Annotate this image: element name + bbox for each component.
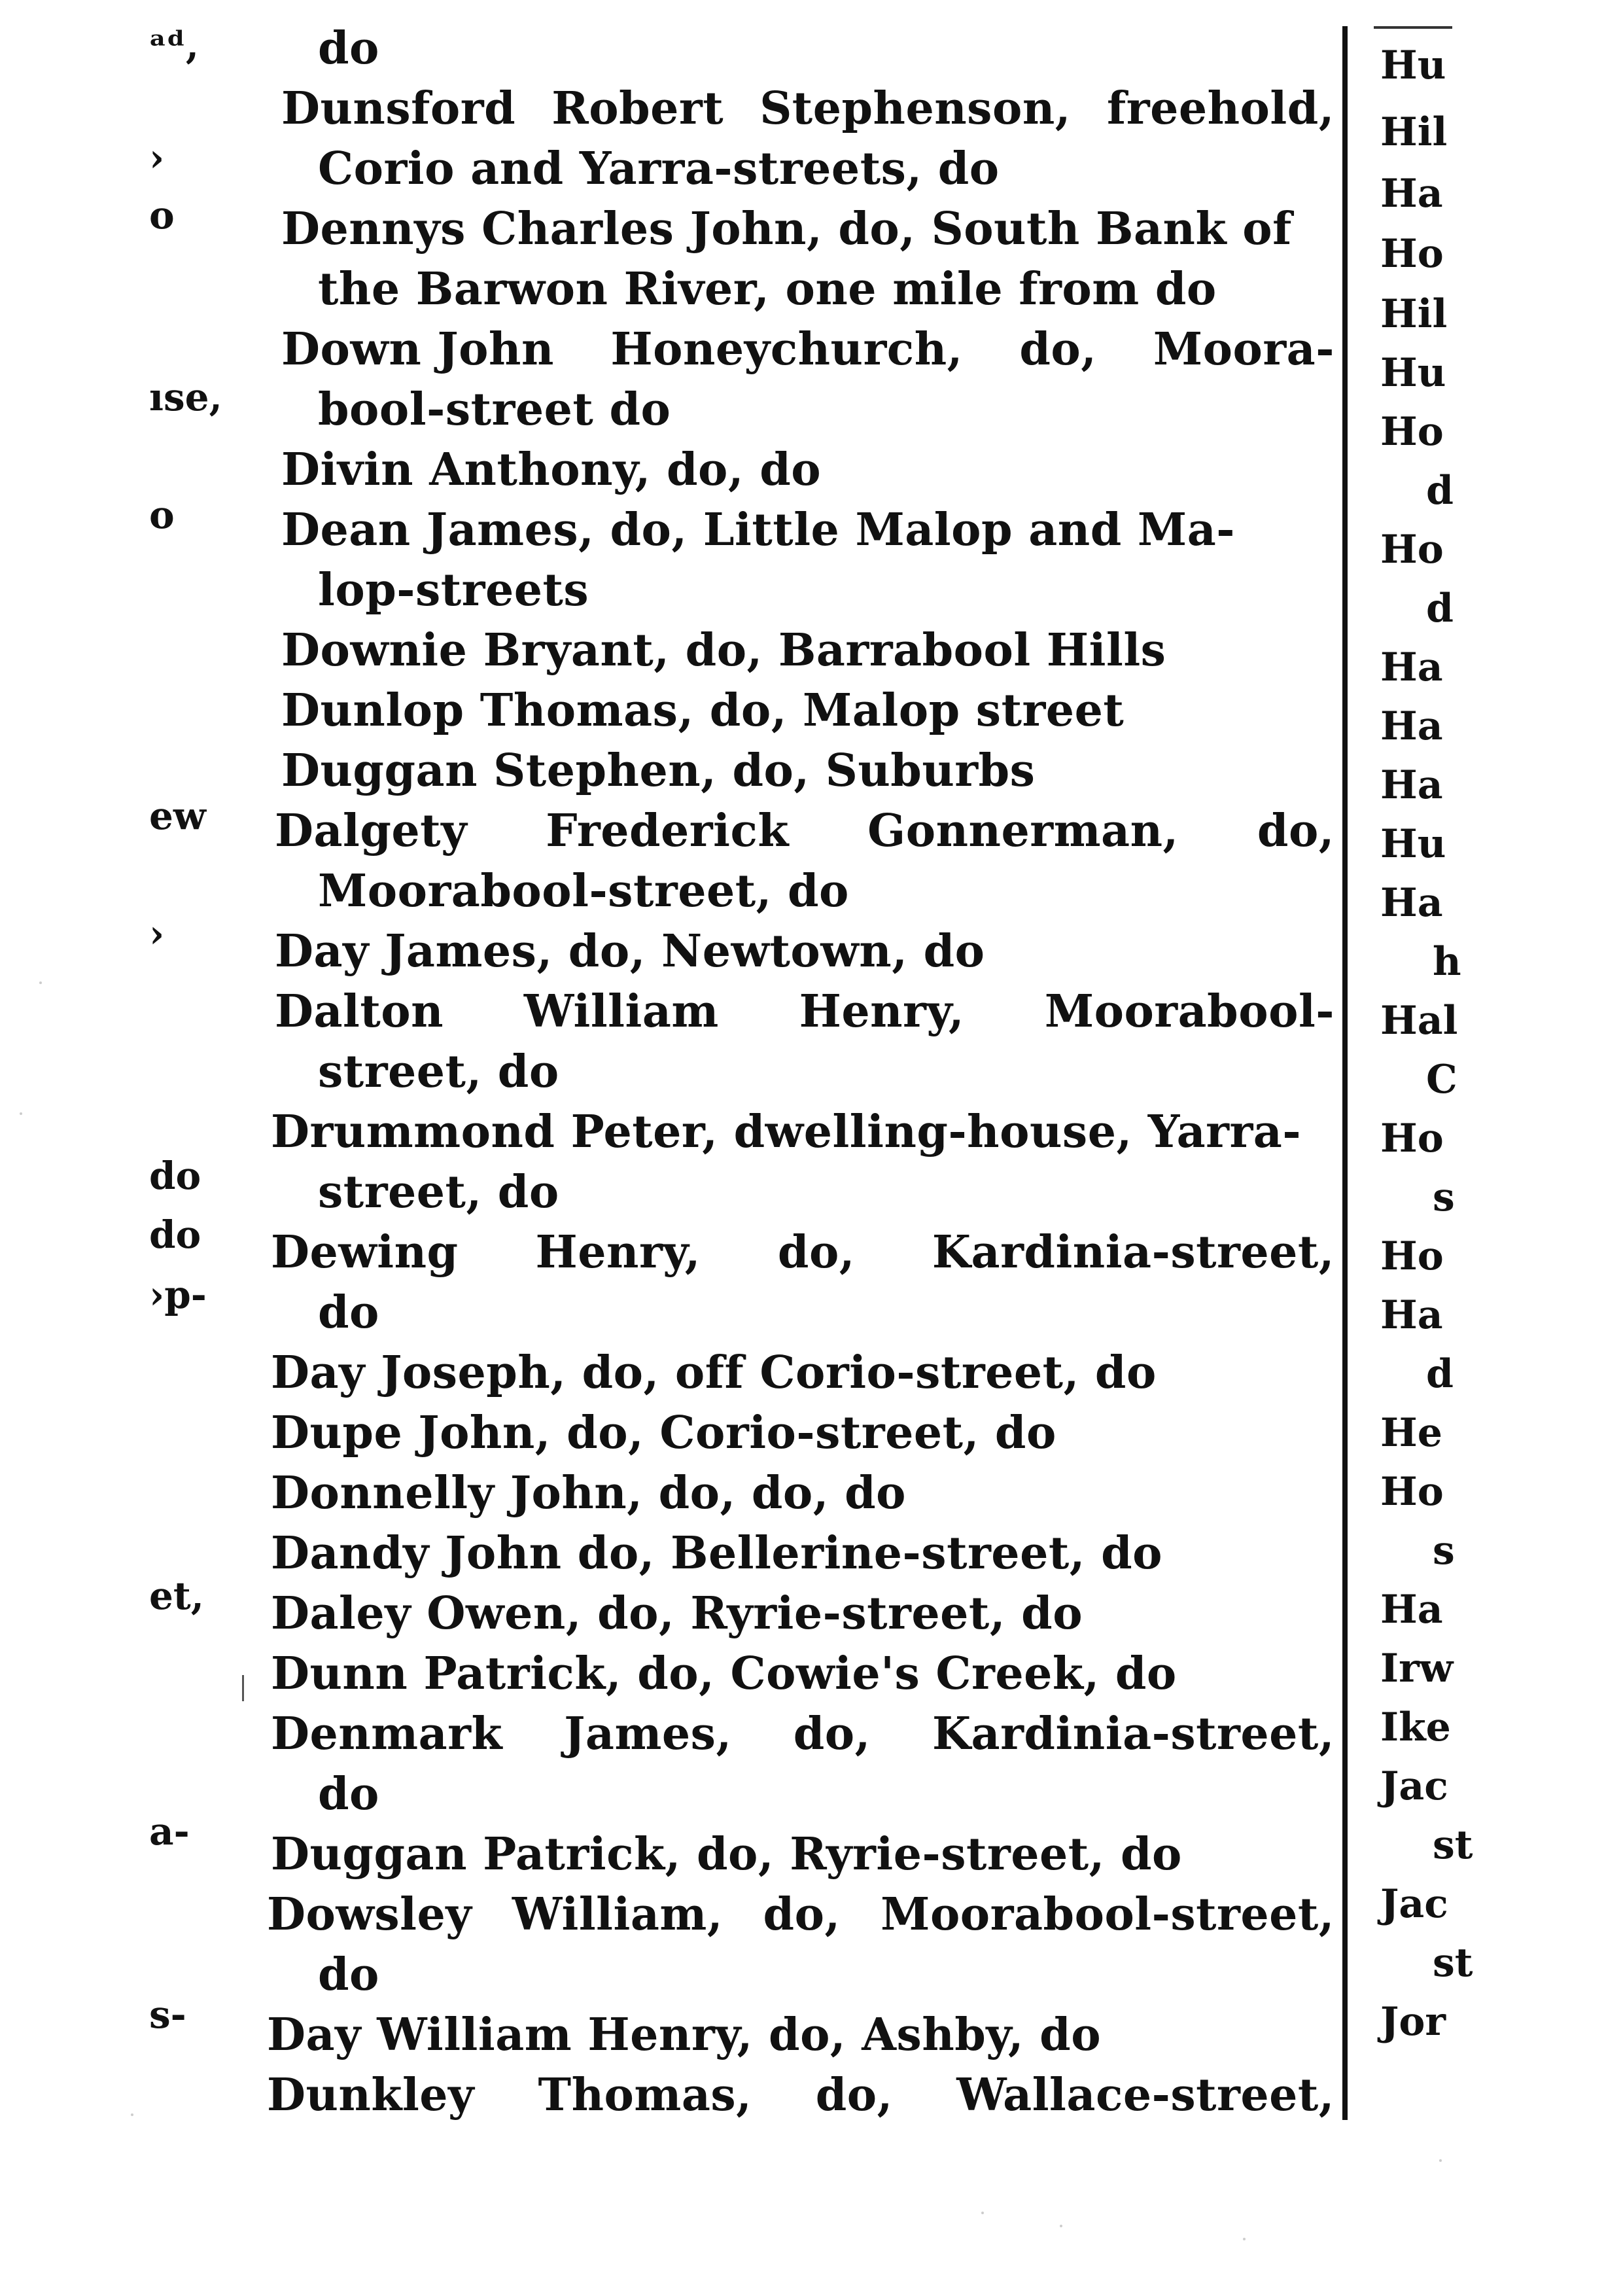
directory-line [262,1884,1335,1945]
right-fragment: He [1380,1410,1442,1456]
left-fragment: a- [149,1809,190,1854]
left-fragment: › [149,911,165,956]
right-fragment: C [1426,1057,1457,1103]
directory-line: Dennys Charles John, do, South Bank of [281,203,1292,255]
right-fragment: Hu [1380,821,1446,867]
directory-line: do [318,1768,379,1820]
word: Down John [281,323,554,376]
right-fragment: Ho [1380,231,1444,277]
directory-line [262,1704,1335,1764]
right-fragment: Ho [1380,527,1444,573]
directory-line: Day William Henry, do, Ashby, do [267,2009,1102,2061]
right-fragment: Hu [1380,43,1446,88]
directory-line: do [318,1949,379,2001]
word: Wallace-street, [956,2069,1335,2121]
word: Dewing [271,1226,459,1279]
right-fragment: Ha [1380,645,1443,690]
right-fragment: Ike [1380,1704,1451,1750]
word: do, [793,1708,871,1760]
left-fragment: ›p- [149,1273,207,1317]
word: Kardinia-street, [932,1226,1335,1279]
right-column-fragments [1374,26,1473,2120]
directory-line: Dupe John, do, Corio-street, do [271,1407,1056,1459]
right-fragment: Ha [1380,762,1443,808]
word: do, [1019,323,1097,376]
right-fragment: Ha [1380,1292,1443,1338]
word: freehold, [1107,82,1335,135]
right-fragment: Ha [1380,880,1443,926]
right-fragment: Ha [1380,171,1443,217]
right-fragment: Ho [1380,1469,1444,1515]
word: Dalton [275,985,444,1038]
directory-line: do [318,22,379,75]
right-fragment: Irw [1380,1646,1454,1691]
right-fragment: st [1433,1822,1473,1868]
right-fragment: Ho [1380,1116,1444,1161]
word: Dunkley [267,2069,475,2121]
directory-line: Daley Owen, do, Ryrie-street, do [271,1587,1083,1640]
word: Dunsford [281,82,516,135]
directory-line: street, do [318,1046,559,1098]
right-fragment: Jac [1380,1763,1448,1809]
word: Denmark [271,1708,503,1760]
left-fragment: o [149,493,175,537]
left-fragment: s- [149,1992,186,2037]
directory-line: Moorabool-street, do [318,865,849,917]
directory-line: Dunlop Thomas, do, Malop street [281,684,1125,737]
word: Henry, [799,985,965,1038]
right-fragment: s [1433,1174,1455,1220]
directory-line: Duggan Patrick, do, Ryrie-street, do [271,1828,1182,1881]
directory-line [262,801,1335,861]
word: Honeychurch, [610,323,963,376]
right-fragment: d [1426,468,1454,514]
directory-line: Duggan Stephen, do, Suburbs [281,745,1036,797]
scan-mark [242,1675,244,1701]
directory-line: Drummond Peter, dwelling-house, Yarra- [271,1106,1302,1158]
scan-speck [1439,2159,1442,2162]
right-fragment: Jac [1380,1881,1448,1927]
directory-line: Dean James, do, Little Malop and Ma- [281,504,1235,556]
directory-line: lop-streets [318,564,589,616]
word: Frederick [546,805,789,857]
right-fragment: h [1433,939,1461,985]
word: Moorabool- [1044,985,1335,1038]
left-fragment: ıse, [149,375,222,419]
right-fragment: Ho [1380,409,1444,455]
directory-line: Dunn Patrick, do, Cowie's Creek, do [271,1648,1177,1700]
directory-line [262,981,1335,1042]
directory-line: Corio and Yarra-streets, do [318,143,1000,195]
scan-speck [1060,2225,1062,2227]
word: William [523,985,719,1038]
column-rule [1342,26,1348,2120]
directory-line [262,319,1335,380]
right-fragment: d [1426,586,1454,631]
word: Moora- [1153,323,1335,376]
right-fragment: d [1426,1351,1454,1397]
scan-speck [1243,2238,1246,2240]
left-fragment: et, [149,1574,204,1618]
left-fragment: o [149,193,175,238]
left-fragment: do [149,1212,201,1257]
word: Robert [551,82,724,135]
directory-line: Day Joseph, do, off Corio-street, do [271,1347,1157,1399]
right-fragment: Hil [1380,109,1448,155]
directory-line: bool-street do [318,383,671,436]
directory-line [262,1222,1335,1282]
right-fragment: Ha [1380,1587,1443,1633]
word: Thomas, [538,2069,752,2121]
word: Stephenson, [759,82,1071,135]
right-fragment: Hil [1380,291,1448,337]
directory-line [262,2065,1335,2125]
word: Kardinia-street, [932,1708,1335,1760]
right-fragment: Hu [1380,350,1446,396]
left-fragment: › [149,135,165,180]
directory-line [262,79,1335,139]
word: Dowsley [267,1888,472,1941]
scan-speck [39,981,42,984]
left-fragment: ew [149,794,206,838]
right-fragment: Ha [1380,703,1443,749]
word: do, [815,2069,893,2121]
directory-line: the Barwon River, one mile from do [318,263,1217,315]
directory-line: Donnelly John, do, do, do [271,1467,906,1519]
left-fragment: ᵃᵈ, [149,23,200,67]
directory-line: street, do [318,1166,559,1218]
left-fragment: do [149,1154,201,1198]
directory-line: Day James, do, Newtown, do [275,925,985,978]
directory-line: Dandy John do, Bellerine-street, do [271,1527,1162,1580]
directory-line: Divin Anthony, do, do [281,444,822,496]
word: Henry, [535,1226,701,1279]
directory-line: Downie Bryant, do, Barrabool Hills [281,624,1166,677]
word: do, [1257,805,1335,857]
scan-speck [131,2113,133,2116]
scan-speck [20,1112,22,1115]
right-fragment: s [1433,1528,1455,1574]
word: Dalgety [275,805,468,857]
right-fragment: Jor [1380,1999,1446,2045]
word: do, [777,1226,855,1279]
word: James, [564,1708,732,1760]
right-fragment: st [1433,1940,1473,1986]
word: do, [763,1888,841,1941]
right-fragment: Hal [1380,998,1458,1044]
right-fragment: Ho [1380,1233,1444,1279]
word: Moorabool-street, [881,1888,1335,1941]
word: William, [512,1888,723,1941]
word: Gonnerman, [867,805,1179,857]
directory-line: do [318,1286,379,1339]
scan-speck [981,2212,984,2214]
